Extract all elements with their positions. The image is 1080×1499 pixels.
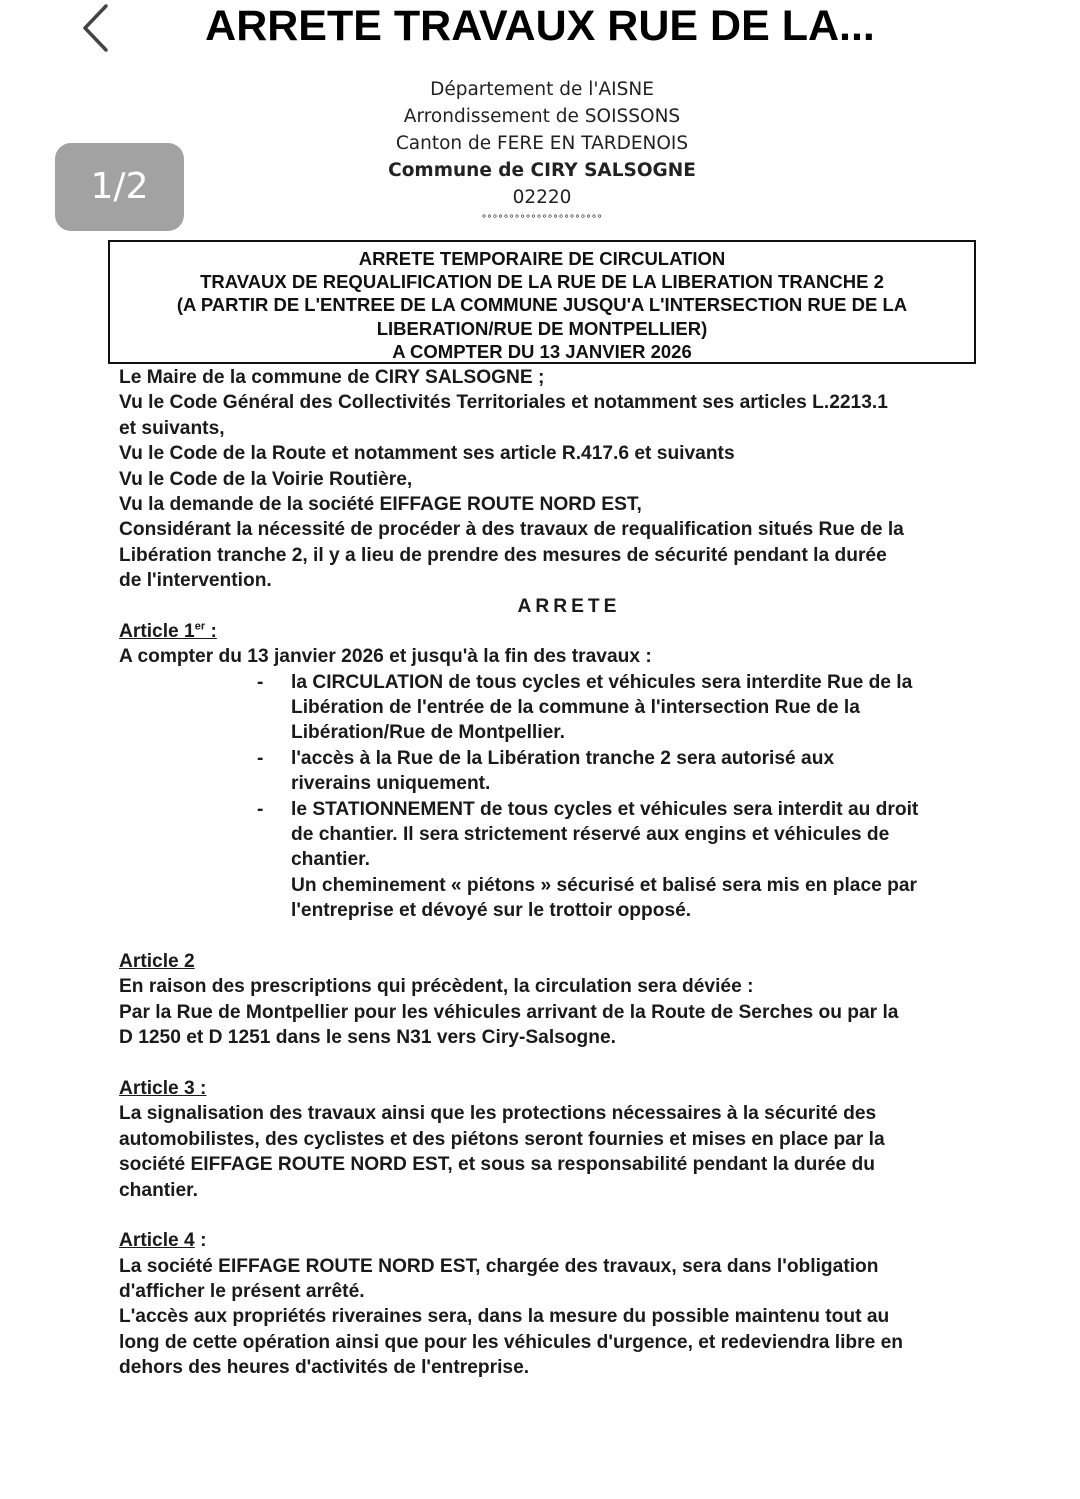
preamble-line: Vu le Code Général des Collectivités Territoriales et notamment ses articles L.2213.1 [119,392,888,414]
preamble-line: Vu le Code de la Voirie Routière, [119,468,413,490]
postal-code: 02220 [512,187,572,208]
commune-line: Commune de CIRY SALSOGNE [388,160,696,181]
decree-body [119,365,979,1381]
preamble-line: de l'intervention. [119,570,272,592]
list-item-continuation: de chantier. Il sera strictement réservé aux engins et véhicules de [291,824,890,846]
arrondissement-line: Arrondissement de SOISSONS [403,106,681,127]
article-3-line: La signalisation des travaux ainsi que les protections nécessaires à la sécurité des [119,1103,877,1125]
preamble-line: Considérant la nécessité de procéder à des travaux de requalification situés Rue de la [119,519,904,541]
preamble-line: et suivants, [119,417,225,439]
list-item-continuation: Libération/Rue de Montpellier. [291,722,565,744]
article-4-line: d'afficher le présent arrêté. [119,1281,365,1303]
list-item-continuation: chantier. [291,849,370,871]
title-line: ARRETE TEMPORAIRE DE CIRCULATION [358,248,726,269]
decree-title-box [108,240,976,364]
letterhead [340,76,744,229]
pedestrian-paragraph: l'entreprise et dévoyé sur le trottoir opposé. [291,900,692,922]
article-1-title: Article 1er : [119,620,217,642]
article-4-title: Article 4 : [119,1230,207,1252]
title-line: TRAVAUX DE REQUALIFICATION DE LA RUE DE LA LIBERATION TRANCHE 2 [200,271,884,293]
back-button[interactable] [72,2,120,52]
document-page [0,56,1080,1499]
top-bar [0,0,1080,56]
arrete-heading: ARRETE [517,595,621,617]
list-item: - le STATIONNEMENT de tous cycles et véhicules sera interdit au droit [257,798,919,820]
preamble-line: Vu la demande de la société EIFFAGE ROUTE NORD EST, [119,493,642,515]
article-2-title: Article 2 [119,950,195,972]
page-indicator-badge: 1/2 [55,143,184,231]
article-3-line: société EIFFAGE ROUTE NORD EST, et sous sa responsabilité pendant la durée du [119,1154,875,1176]
article-3-line: automobilistes, des cyclistes et des piétons seront fournies et mises en place par la [119,1128,885,1150]
preamble-line: Le Maire de la commune de CIRY SALSOGNE ; [119,367,545,388]
title-line: A COMPTER DU 13 JANVIER 2026 [392,340,692,362]
list-item-continuation: riverains uniquement. [291,773,491,795]
pedestrian-paragraph: Un cheminement « piétons » sécurisé et balisé sera mis en place par [291,874,917,896]
preamble-line: Libération tranche 2, il y a lieu de prendre des mesures de sécurité pendant la durée [119,544,887,566]
article-2-line: D 1250 et D 1251 dans le sens N31 vers Ciry-Salsogne. [119,1027,617,1049]
list-item: - l'accès à la Rue de la Libération tranche 2 sera autorisé aux [257,747,835,769]
article-3-line: chantier. [119,1179,198,1201]
canton-line: Canton de FERE EN TARDENOIS [395,133,689,154]
article-4-line: La société EIFFAGE ROUTE NORD EST, chargée des travaux, sera dans l'obligation [119,1255,879,1277]
list-item-continuation: Libération de l'entrée de la commune à l'intersection Rue de la [291,697,860,719]
page-title: ARRETE TRAVAUX RUE DE LA... [205,2,875,50]
article-3-title: Article 3 : [119,1077,207,1099]
article-4-line: long de cette opération ainsi que pour les véhicules d'urgence, et redeviendra libre en [119,1331,903,1353]
department-line: Département de l'AISNE [430,79,654,100]
chevron-left-icon [72,2,120,52]
article-2-line: En raison des prescriptions qui précèdent, la circulation sera déviée : [119,976,754,998]
article-4-line: dehors des heures d'activités de l'entreprise. [119,1357,530,1379]
title-line: (A PARTIR DE L'ENTREE DE LA COMMUNE JUSQU'A L'INTERSECTION RUE DE LA [176,294,908,316]
article-1-intro: A compter du 13 janvier 2026 et jusqu'à la fin des travaux : [119,646,652,668]
title-line: LIBERATION/RUE DE MONTPELLIER) [376,317,708,339]
article-4-line: L'accès aux propriétés riveraines sera, dans la mesure du possible maintenu tout au [119,1306,890,1328]
article-2-line: Par la Rue de Montpellier pour les véhicules arrivant de la Route de Serches ou par la [119,1001,899,1023]
preamble-line: Vu le Code de la Route et notamment ses article R.417.6 et suivants [119,443,735,465]
list-item: - la CIRCULATION de tous cycles et véhicules sera interdite Rue de la [257,671,913,693]
dotted-separator: °°°°°°°°°°°°°°°°°°°°°° [481,214,603,225]
